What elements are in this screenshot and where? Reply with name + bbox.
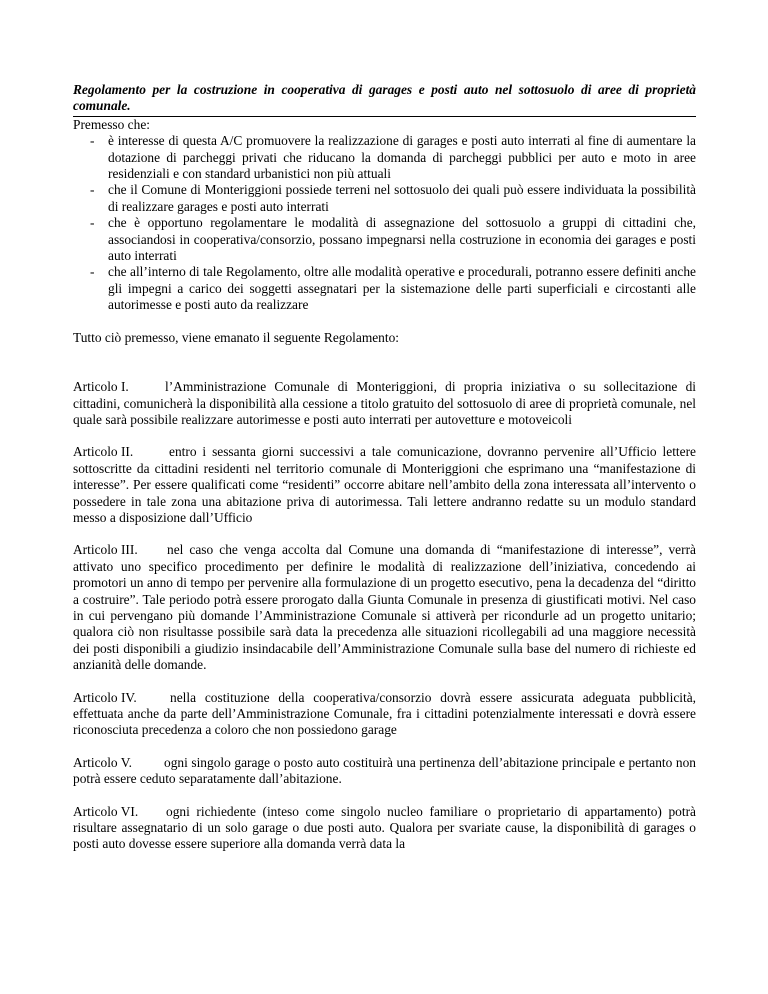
- list-dash: -: [90, 215, 95, 231]
- list-dash: -: [90, 182, 95, 198]
- article-6: [73, 804, 696, 853]
- article-text: ogni richiedente (inteso come singolo nucleo familiare o proprietario di appartamento) potrà risultare assegnatario di un solo garage o due posti auto. Qualora per svariate cause, la disponibilità di garages o posti auto dovesse essere superiore alla domanda verrà data la: [73, 803, 696, 852]
- article-label: Articolo III.: [73, 542, 138, 558]
- document-page: [73, 82, 696, 853]
- list-dash: -: [90, 133, 95, 149]
- article-label: Articolo I.: [73, 379, 129, 395]
- article-text: nella costituzione della cooperativa/consorzio dovrà essere assicurata adeguata pubblicità, effettuata anche da parte dell’Amministrazione Comunale, fra i cittadini potenzialmente interessati e dovrà essere riconosciuta precedenza a coloro che non possiedono garage: [73, 689, 696, 738]
- premise-text: è interesse di questa A/C promuovere la realizzazione di garages e posti auto interrati al fine di aumentare la dotazione di parcheggi privati che riducano la domanda di parcheggi pubblici per auto e moto in aree residenziali e con standard urbanistici non più attuali: [108, 133, 696, 182]
- premise-text: che è opportuno regolamentare le modalità di assegnazione del sottosuolo a gruppi di cittadini che, associandosi in cooperativa/consorzio, possano impegnarsi nella costruzione in economia dei garages e posti auto interrati: [108, 215, 696, 264]
- premise-conclusion: Tutto ciò premesso, viene emanato il seguente Regolamento:: [73, 329, 400, 345]
- premise-item: [73, 264, 696, 313]
- premise-text: che il Comune di Monteriggioni possiede terreni nel sottosuolo dei quali può essere individuata la possibilità di realizzare garages e posti auto interrati: [108, 182, 696, 214]
- article-2: [73, 444, 696, 526]
- article-text: nel caso che venga accolta dal Comune una domanda di “manifestazione di interesse”, verrà attivato uno specifico procedimento per definire le modalità di realizzazione dell’iniziativa, concedendo ai promotori un anno di tempo per pervenire alla formulazione di un progetto esecutivo, pena la decadenza del “diritto a costruire”. Tale periodo potrà essere prorogato dalla Giunta Comunale in presenza di giustificati motivi. Nel caso in cui pervengano più domande l’Amministrazione Comunale si attiverà per ricondurle ad un progetto unitario; qualora ciò non risultasse possibile sarà data la precedenza alle situazioni ricollegabili ad una maggiore necessità dei posti disponibili a giudizio insindacabile dell’Amministrazione Comunale sulla base del numero di richieste ed anzianità delle domande.: [73, 542, 696, 673]
- article-1: [73, 379, 696, 428]
- document-title: Regolamento per la costruzione in cooperativa di garages e posti auto nel sottosuolo di aree di proprietà comunale.: [73, 82, 696, 117]
- list-dash: -: [90, 264, 95, 280]
- article-3: [73, 542, 696, 673]
- article-label: Articolo VI.: [73, 803, 139, 819]
- article-4: [73, 690, 696, 739]
- article-text: l’Amministrazione Comunale di Monteriggioni, di propria iniziativa o su sollecitazione di cittadini, comunicherà la disponibilità alla cessione a titolo gratuito del sottosuolo di aree di proprietà comunale, nel quale sarà possibile realizzare autorimesse e posti auto interrati per autovetture e motoveicoli: [73, 379, 696, 427]
- article-text: ogni singolo garage o posto auto costituirà una pertinenza dell’abitazione principale e pertanto non potrà essere ceduto separatamente dall’abitazione.: [73, 754, 696, 787]
- article-label: Articolo V.: [73, 754, 133, 770]
- premise-item: [73, 182, 696, 215]
- premise-item: [73, 215, 696, 264]
- article-label: Articolo II.: [73, 444, 134, 460]
- premise-intro: Premesso che:: [73, 116, 150, 132]
- article-label: Articolo IV.: [73, 689, 137, 705]
- premise-item: [73, 133, 696, 182]
- article-5: [73, 755, 696, 788]
- premise-list: [73, 133, 696, 313]
- article-text: entro i sessanta giorni successivi a tale comunicazione, dovranno pervenire all’Ufficio lettere sottoscritte da cittadini residenti nel territorio comunale di Monteriggioni che esprimano una “manifestazione di interesse”. Per essere qualificati come “residenti” occorre abitare nell’ambito della zona interessata all’intervento o possedere in tale zona una abitazione priva di autorimessa. Tali lettere andranno redatte su un modulo standard messo a disposizione dall’Ufficio: [73, 444, 696, 525]
- premise-text: che all’interno di tale Regolamento, oltre alle modalità operative e procedurali, potranno essere definiti anche gli impegni a carico dei soggetti assegnatari per la sistemazione delle parti superficiali e circostanti alle autorimesse e posti auto da realizzare: [108, 264, 696, 313]
